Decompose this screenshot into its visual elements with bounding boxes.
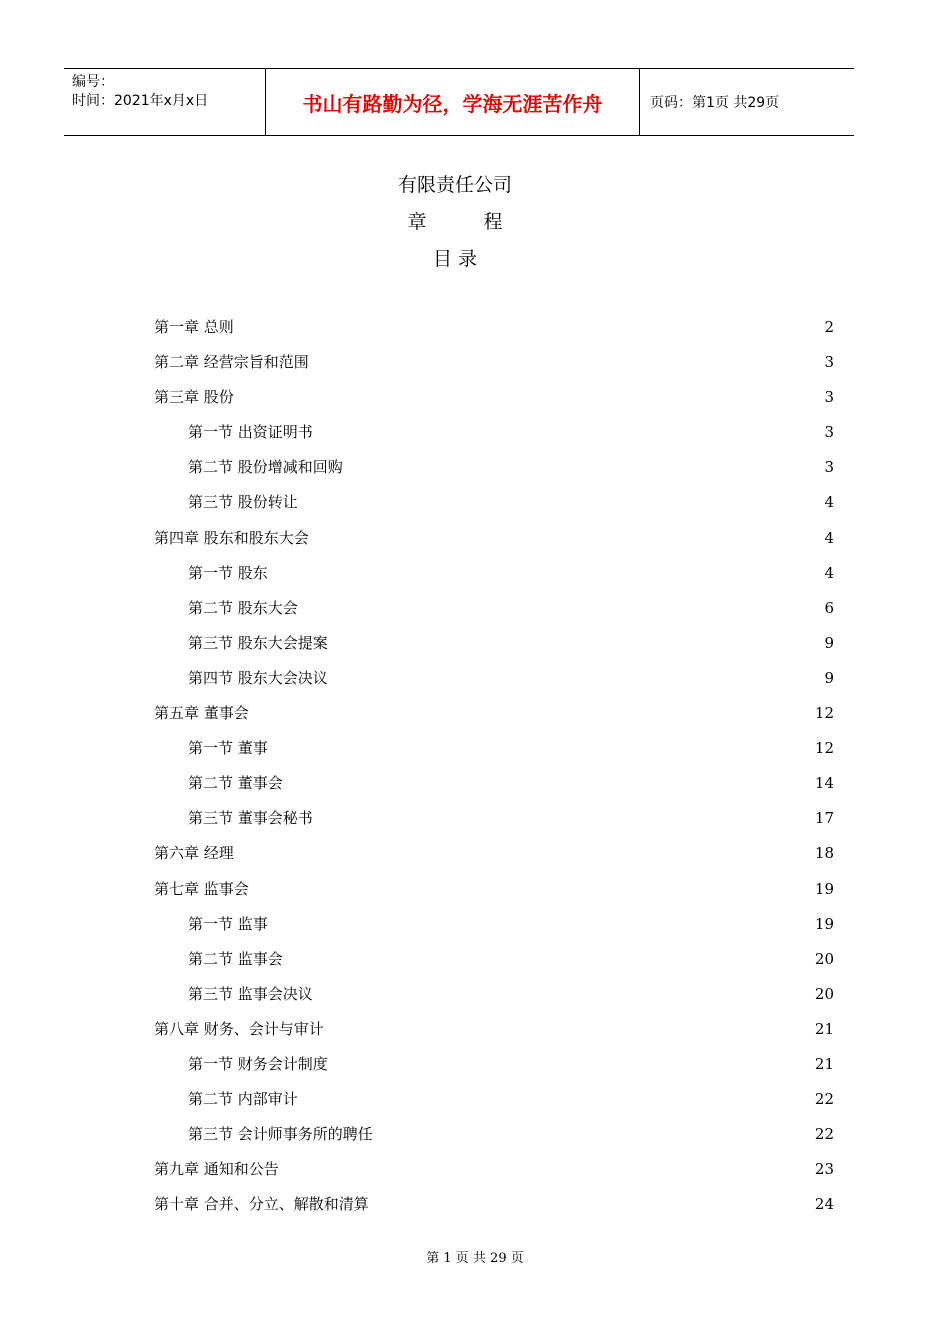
toc-entry-label: 第一节 财务会计制度	[188, 1054, 328, 1073]
toc-entry-page: 20	[814, 984, 834, 1003]
toc-section-row[interactable]	[154, 911, 834, 946]
toc-entry-label: 第九章 通知和公告	[154, 1160, 279, 1179]
toc-entry-page: 14	[814, 774, 834, 793]
time-label: 时间：2021年x月x日	[72, 93, 209, 109]
toc-section-row[interactable]	[154, 1051, 834, 1086]
toc-entry-page: 4	[824, 528, 834, 547]
toc-chapter-row[interactable]	[154, 384, 834, 419]
toc-chapter-row[interactable]	[154, 840, 834, 875]
toc-section-row[interactable]	[154, 560, 834, 595]
charter-title: 章 程	[407, 211, 503, 233]
toc-entry-page: 22	[814, 1125, 834, 1144]
toc-entry-page: 12	[814, 704, 834, 723]
toc-section-row[interactable]	[154, 665, 834, 700]
toc-chapter-row[interactable]	[154, 876, 834, 911]
toc-entry-label: 第一章 总则	[154, 318, 234, 336]
toc-section-row[interactable]	[154, 454, 834, 489]
toc-entry-page: 21	[814, 1019, 834, 1038]
toc-chapter-row[interactable]	[154, 349, 834, 384]
toc-entry-page: 3	[824, 423, 834, 442]
toc-entry-page: 2	[824, 318, 834, 336]
toc-section-row[interactable]	[154, 805, 834, 840]
toc-entry-label: 第一节 出资证明书	[188, 423, 313, 442]
toc-entry-label: 第三节 股东大会提案	[188, 633, 328, 652]
toc-entry-page: 21	[814, 1054, 834, 1073]
page-footer: 第 1 页 共 29 页	[426, 1251, 524, 1266]
toc-entry-page: 3	[824, 458, 834, 477]
toc-entry-label: 第八章 财务、会计与审计	[154, 1019, 324, 1038]
toc-entry-label: 第四节 股东大会决议	[188, 668, 328, 687]
toc-entry-page: 19	[814, 914, 834, 933]
toc-section-row[interactable]	[154, 489, 834, 524]
table-of-contents	[154, 314, 834, 1226]
toc-chapter-row[interactable]	[154, 525, 834, 560]
toc-section-row[interactable]	[154, 595, 834, 630]
toc-chapter-row[interactable]	[154, 1191, 834, 1226]
toc-entry-label: 第七章 监事会	[154, 879, 249, 898]
toc-entry-page: 24	[814, 1195, 834, 1214]
toc-entry-label: 第二节 董事会	[188, 774, 283, 793]
page-header	[64, 68, 854, 136]
header-page-info: 页码：第1页 共29页	[650, 95, 780, 111]
toc-entry-label: 第二节 股东大会	[188, 598, 298, 617]
toc-entry-page: 9	[824, 633, 834, 652]
toc-entry-label: 第三节 监事会决议	[188, 984, 313, 1003]
toc-entry-label: 第五章 董事会	[154, 704, 249, 723]
toc-entry-page: 23	[814, 1160, 834, 1179]
toc-entry-label: 第二节 股份增减和回购	[188, 458, 343, 477]
header-motto: 书山有路勤为径，学海无涯苦作舟	[266, 69, 640, 135]
toc-section-row[interactable]	[154, 770, 834, 805]
toc-entry-page: 19	[814, 879, 834, 898]
toc-entry-label: 第六章 经理	[154, 844, 234, 863]
toc-section-row[interactable]	[154, 1086, 834, 1121]
toc-entry-label: 第十章 合并、分立、解散和清算	[154, 1195, 369, 1214]
toc-entry-label: 第三章 股份	[154, 388, 234, 407]
toc-entry-label: 第三节 董事会秘书	[188, 809, 313, 828]
header-meta	[64, 69, 266, 135]
toc-entry-page: 4	[824, 563, 834, 582]
toc-entry-label: 第四章 股东和股东大会	[154, 528, 309, 547]
toc-entry-label: 第三节 会计师事务所的聘任	[188, 1125, 373, 1144]
toc-entry-page: 4	[824, 493, 834, 512]
toc-section-row[interactable]	[154, 1121, 834, 1156]
toc-chapter-row[interactable]	[154, 314, 834, 349]
toc-entry-label: 第一节 股东	[188, 563, 268, 582]
toc-entry-label: 第二节 内部审计	[188, 1090, 298, 1109]
toc-chapter-row[interactable]	[154, 1156, 834, 1191]
toc-entry-label: 第一节 监事	[188, 914, 268, 933]
toc-entry-page: 9	[824, 668, 834, 687]
toc-title: 目 录	[432, 248, 478, 270]
number-label: 编号：	[72, 74, 114, 90]
toc-section-row[interactable]	[154, 981, 834, 1016]
toc-section-row[interactable]	[154, 946, 834, 981]
toc-entry-page: 17	[814, 809, 834, 828]
toc-entry-page: 3	[824, 353, 834, 372]
toc-entry-page: 20	[814, 949, 834, 968]
toc-entry-page: 3	[824, 388, 834, 407]
toc-entry-label: 第二章 经营宗旨和范围	[154, 353, 309, 372]
toc-chapter-row[interactable]	[154, 1016, 834, 1051]
toc-section-row[interactable]	[154, 630, 834, 665]
toc-entry-page: 6	[824, 598, 834, 617]
toc-section-row[interactable]	[154, 735, 834, 770]
toc-entry-page: 18	[814, 844, 834, 863]
toc-entry-page: 12	[814, 739, 834, 758]
toc-section-row[interactable]	[154, 419, 834, 454]
toc-entry-label: 第三节 股份转让	[188, 493, 298, 512]
toc-entry-label: 第一节 董事	[188, 739, 268, 758]
toc-entry-label: 第二节 监事会	[188, 949, 283, 968]
toc-chapter-row[interactable]	[154, 700, 834, 735]
company-title: 有限责任公司	[397, 174, 512, 196]
toc-entry-page: 22	[814, 1090, 834, 1109]
